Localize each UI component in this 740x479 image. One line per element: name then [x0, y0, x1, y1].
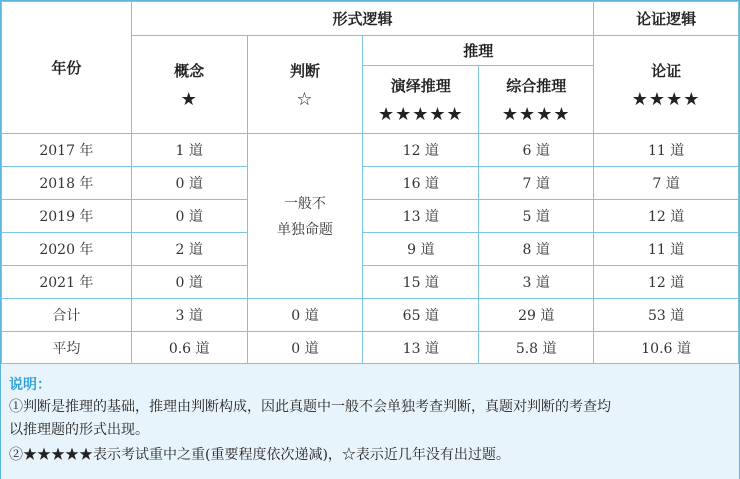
note-line-2: 以推理题的形式出现。	[9, 422, 149, 438]
argument-cell: 12 道	[594, 200, 739, 233]
year-cell: 2017 年	[2, 134, 132, 167]
note-box	[1, 363, 739, 479]
average-row	[2, 332, 739, 365]
concept-cell: 0 道	[131, 266, 247, 299]
average-label: 平均	[2, 332, 132, 365]
note-line-3: ②★★★★★表示考试重中之重(重要程度依次递减)，☆表示近几年没有出过题。	[9, 447, 510, 463]
synthetic-cell: 8 道	[479, 233, 594, 266]
deductive-cell: 16 道	[363, 167, 479, 200]
deductive-cell: 15 道	[363, 266, 479, 299]
reasoning-header: 推理	[363, 36, 594, 66]
judgment-merged-cell	[247, 134, 363, 299]
concept-cell: 0 道	[131, 167, 247, 200]
note-title: 说明：	[9, 377, 51, 393]
formal-logic-header: 形式逻辑	[131, 2, 593, 36]
concept-header	[131, 36, 247, 134]
concept-cell: 2 道	[131, 233, 247, 266]
synthetic-cell: 6 道	[479, 134, 594, 167]
concept-cell: 0 道	[131, 200, 247, 233]
total-deductive: 65 道	[363, 299, 479, 332]
table-row	[2, 134, 739, 167]
deductive-label: 演绎推理	[390, 76, 451, 95]
year-header: 年份	[2, 2, 132, 134]
average-argument: 10.6 道	[594, 332, 739, 365]
synthetic-cell: 7 道	[479, 167, 594, 200]
year-cell: 2020 年	[2, 233, 132, 266]
argument-label: 论证	[651, 61, 682, 80]
deductive-header	[363, 66, 479, 134]
judgment-header	[247, 36, 363, 134]
total-label: 合计	[2, 299, 132, 332]
year-cell: 2018 年	[2, 167, 132, 200]
table-row	[2, 266, 739, 299]
argument-logic-header: 论证逻辑	[594, 2, 739, 36]
deductive-stars: ★★★★★	[377, 103, 464, 125]
judgment-stars: ☆	[296, 88, 314, 110]
argument-cell: 12 道	[594, 266, 739, 299]
total-judgment: 0 道	[247, 299, 363, 332]
synthetic-cell: 3 道	[479, 266, 594, 299]
concept-stars: ★	[180, 88, 198, 110]
deductive-cell: 9 道	[363, 233, 479, 266]
judgment-label: 判断	[289, 61, 320, 80]
synthetic-label: 综合推理	[506, 76, 567, 95]
year-cell: 2021 年	[2, 266, 132, 299]
table-row	[2, 167, 739, 200]
average-concept: 0.6 道	[131, 332, 247, 365]
average-deductive: 13 道	[363, 332, 479, 365]
total-argument: 53 道	[594, 299, 739, 332]
argument-cell: 7 道	[594, 167, 739, 200]
judgment-merged-line2: 单独命题	[276, 222, 333, 238]
argument-cell: 11 道	[594, 233, 739, 266]
synthetic-cell: 5 道	[479, 200, 594, 233]
argument-cell: 11 道	[594, 134, 739, 167]
concept-cell: 1 道	[131, 134, 247, 167]
concept-label: 概念	[174, 61, 205, 80]
table-row	[2, 200, 739, 233]
total-synthetic: 29 道	[479, 299, 594, 332]
synthetic-header	[479, 66, 594, 134]
total-concept: 3 道	[131, 299, 247, 332]
argument-stars: ★★★★	[631, 88, 701, 110]
synthetic-stars: ★★★★	[501, 103, 571, 125]
argument-header	[594, 36, 739, 134]
deductive-cell: 12 道	[363, 134, 479, 167]
judgment-merged-line1: 一般不	[283, 196, 326, 212]
average-synthetic: 5.8 道	[479, 332, 594, 365]
exam-stats-table	[1, 1, 739, 365]
note-line-1: ①判断是推理的基础，推理由判断构成，因此真题中一般不会单独考查判断，真题对判断的考查均	[9, 399, 611, 415]
deductive-cell: 13 道	[363, 200, 479, 233]
total-row	[2, 299, 739, 332]
average-judgment: 0 道	[247, 332, 363, 365]
year-cell: 2019 年	[2, 200, 132, 233]
table-row	[2, 233, 739, 266]
